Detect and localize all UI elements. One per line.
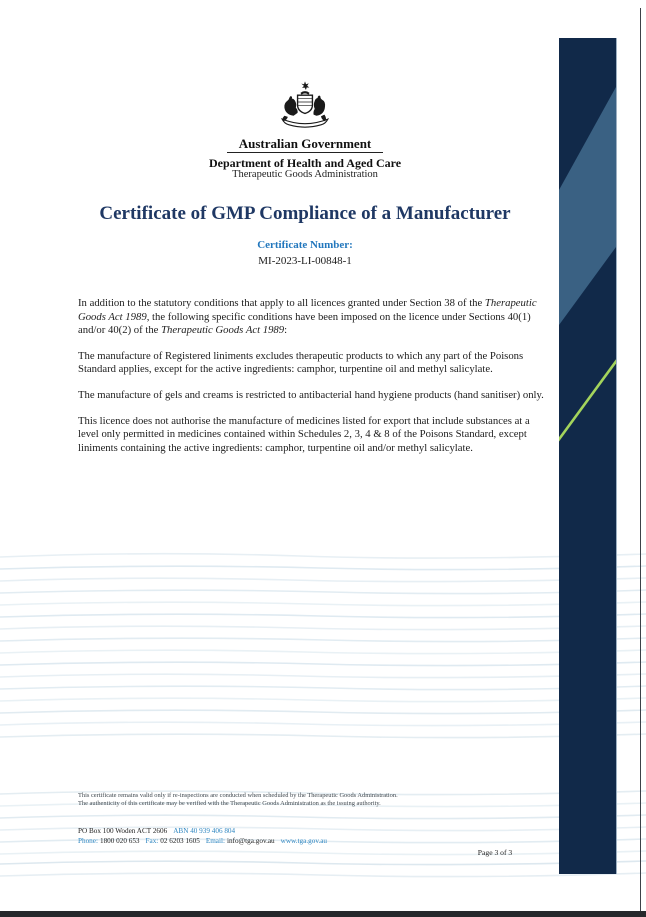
fax-label: Fax: [145, 836, 159, 845]
page-edge-bottom [0, 911, 646, 917]
fax-number: 02 6203 1605 [160, 836, 200, 845]
side-band-graphic [559, 38, 616, 874]
australian-coat-of-arms-icon [265, 78, 345, 134]
side-band [559, 38, 617, 874]
agency-name: Therapeutic Goods Administration [232, 169, 378, 180]
certificate-number-value: MI-2023-LI-00848-1 [258, 255, 352, 267]
certificate-number-label: Certificate Number: [257, 239, 353, 251]
contact-block [78, 827, 498, 846]
footnote-line-2: The authenticity of this certificate may be verified with the Therapeutic Goods Administration as the issuing authority. [78, 800, 381, 808]
header-divider [227, 152, 383, 153]
footnote-line-1: This certificate remains valid only if re-inspections are conducted when scheduled by the Therapeutic Goods Administration. [78, 792, 398, 799]
paragraph-statutory-conditions: In addition to the statutory conditions that apply to all licences granted under Section 38 of the Therapeutic Goods Act 1989, the following specific conditions have been imposed on the licence under Sections 40(1) and/or 40(2) of the Therapeutic Goods Act 1989: [78, 297, 537, 337]
paragraph-gels-creams: The manufacture of gels and creams is restricted to antibacterial hand hygiene products (hand sanitiser) only. [78, 388, 544, 401]
paragraph-liniments: The manufacture of Registered liniments excludes therapeutic products to which any part of the Poisons Standard applies, except for the active ingredients: camphor, turpentine oil and methyl salicylate. [78, 349, 524, 376]
validity-footnote [78, 792, 498, 808]
phone-label: Phone: [78, 836, 98, 845]
website-link[interactable]: www.tga.gov.au [280, 836, 328, 845]
document-title: Certificate of GMP Compliance of a Manufacturer [99, 203, 511, 224]
contact-line-phone [78, 837, 498, 847]
abn: ABN 40 939 406 804 [173, 827, 236, 835]
phone-number: 1800 020 653 [99, 836, 140, 845]
email-link[interactable]: info@tga.gov.au [226, 836, 275, 845]
paragraph-export-medicines: This licence does not authorise the manufacture of medicines listed for export that include substances at a level only permitted in medicines contained within Schedules 2, 3, 4 & 8 of the Poisons Standard, except liniments containing the active ingredients: camphor, turpentine oil and/or methyl salicylate. [78, 414, 530, 454]
department-name: Department of Health and Aged Care [208, 156, 402, 170]
page-edge-right [640, 8, 641, 912]
po-box: PO Box 100 Woden ACT 2606 [78, 827, 168, 835]
email-label: Email: [205, 836, 225, 845]
contact-line-address [78, 827, 498, 837]
government-name: Australian Government [238, 136, 372, 151]
page-number: Page 3 of 3 [477, 848, 513, 857]
conditions-text [78, 297, 546, 467]
